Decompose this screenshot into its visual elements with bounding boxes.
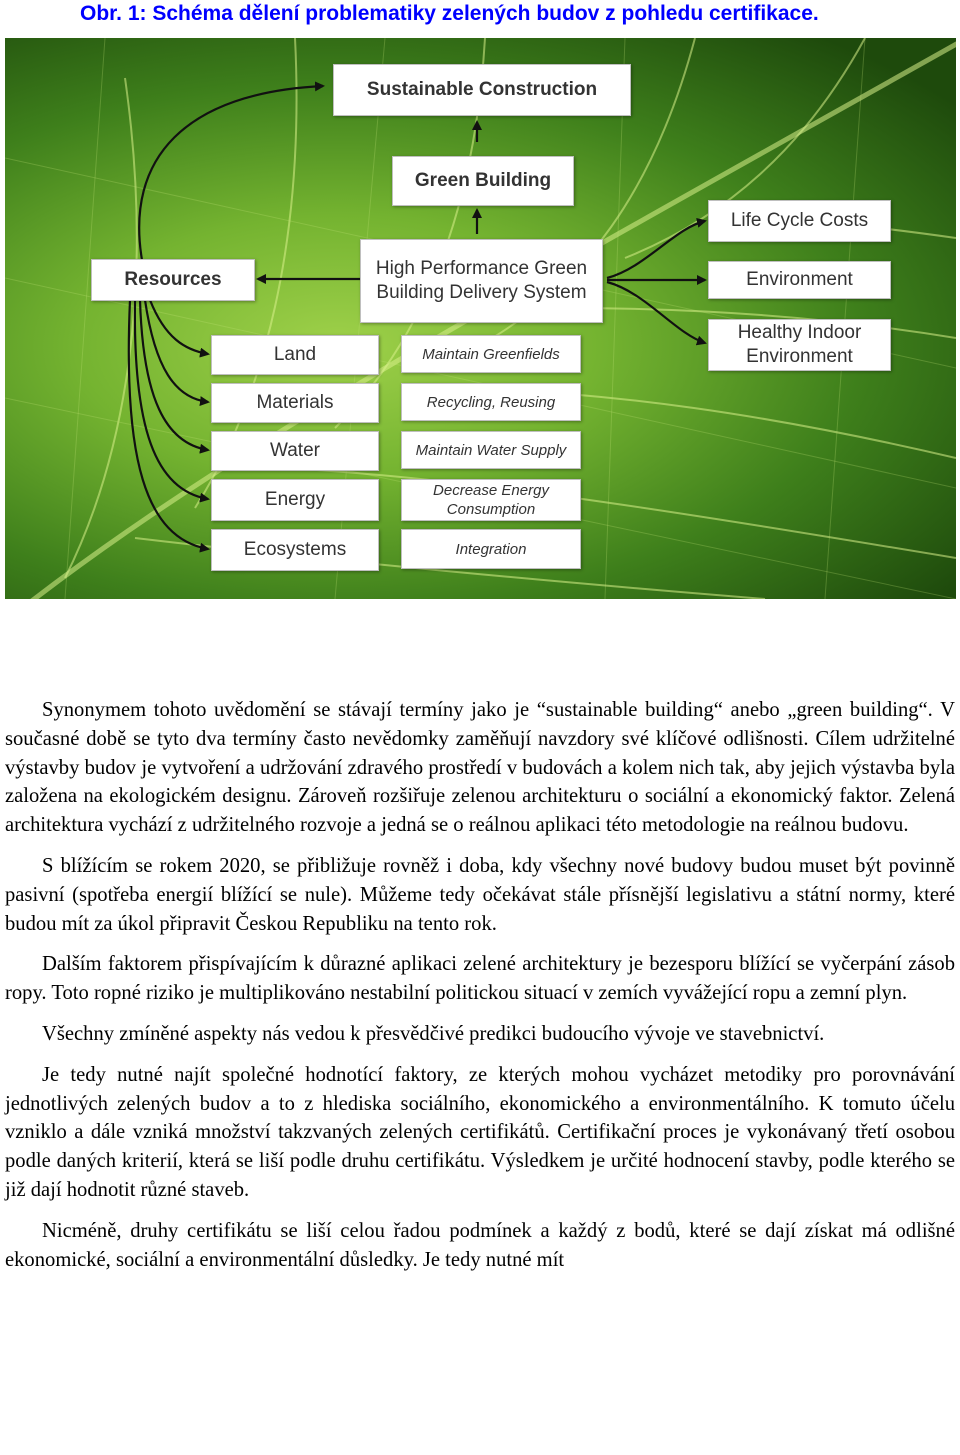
arrow-resources-to-land [150, 300, 208, 354]
box-life-cycle-costs: Life Cycle Costs [708, 200, 891, 242]
paragraph: Všechny zmíněné aspekty nás vedou k přesvědčivé predikci budoucího vývoje ve stavebnictví. [42, 1022, 825, 1045]
box-maintain-greenfields: Maintain Greenfields [401, 335, 581, 373]
arrow-center-to-lifecycle [607, 221, 705, 278]
box-materials: Materials [211, 383, 379, 423]
paragraph: S blížícím se rokem 2020, se přibližuje rovněž i doba, kdy všechny nové budovy budou muset být povinně pasivní (spotřeba energií blížící se nule). Můžeme tedy očekávat stále přísnější legislativu a státní normy, které budou mít za úkol připravit Českou Republiku na tento rok. [5, 854, 955, 935]
arrow-resources-to-water [140, 300, 208, 450]
paragraph: Je tedy nutné najít společné hodnotící faktory, ze kterých mohou vycházet metodiky pro porovnávání jednotlivých zelených budov a to z hlediska sociálního, ekonomického a environmentálního. K tomuto účelu vzniklo a dále vzniká množství takzvaných zelených certifikátů. Certifikační proces je vykonávaný třetí osobou podle daných kriterií, která se liší podle druhu certifikátu. Výsledkem je určité hodnocení stavby, podle kterého se již dají hodnotit různé staveb. [5, 1063, 955, 1201]
box-healthy-indoor: Healthy Indoor Environment [708, 319, 891, 371]
arrow-center-to-healthy [607, 282, 705, 343]
body-text [5, 696, 955, 1274]
box-delivery-system: High Performance Green Building Delivery System [360, 239, 603, 323]
box-water: Water [211, 431, 379, 471]
box-ecosystems: Ecosystems [211, 529, 379, 571]
box-energy: Energy [211, 479, 379, 521]
box-land: Land [211, 335, 379, 375]
box-maintain-water-supply: Maintain Water Supply [401, 431, 581, 469]
box-green-building: Green Building [392, 156, 574, 206]
box-resources: Resources [91, 259, 255, 301]
diagram-figure [5, 38, 956, 599]
box-environment: Environment [708, 261, 891, 299]
paragraph: Dalším faktorem přispívajícím k důrazné aplikaci zelené architektury je bezesporu blížící se vyčerpání zásob ropy. Toto ropné riziko je multiplikováno nestabilní politickou situací v zemích vyvážející ropu a zemní plyn. [5, 953, 955, 1005]
box-decrease-energy: Decrease Energy Consumption [401, 479, 581, 521]
figure-caption: Obr. 1: Schéma dělení problematiky zelených budov z pohledu certifikace. [80, 2, 819, 25]
box-recycling-reusing: Recycling, Reusing [401, 383, 581, 421]
paragraph: Synonymem tohoto uvědomění se stávají termíny jako je “sustainable building“ anebo „green building“. V současné době se tyto dva termíny často nevědomky zaměňují navzdory své klíčové odlišnosti. Cílem udržitelné výstavby budov je vytvoření a udržování zdravého prostředí v budovách a kolem nich tak, aby jejich výstavba byla založena na ekologickém designu. Zároveň rozšiřuje zelenou architekturu o sociální a ekonomický faktor. Zelená architektura vychází z udržitelného rozvoje a jedná se o reálnou aplikaci této metodologie na reálnou budovu. [5, 699, 955, 837]
arrow-resources-to-sustainable [139, 86, 323, 260]
box-sustainable-construction: Sustainable Construction [333, 64, 631, 116]
paragraph: Nicméně, druhy certifikátu se liší celou řadou podmínek a každý z bodů, které se dají získat má odlišné ekonomické, sociální a environmentální důsledky. Je tedy nutné mít [5, 1219, 955, 1271]
box-integration: Integration [401, 529, 581, 569]
